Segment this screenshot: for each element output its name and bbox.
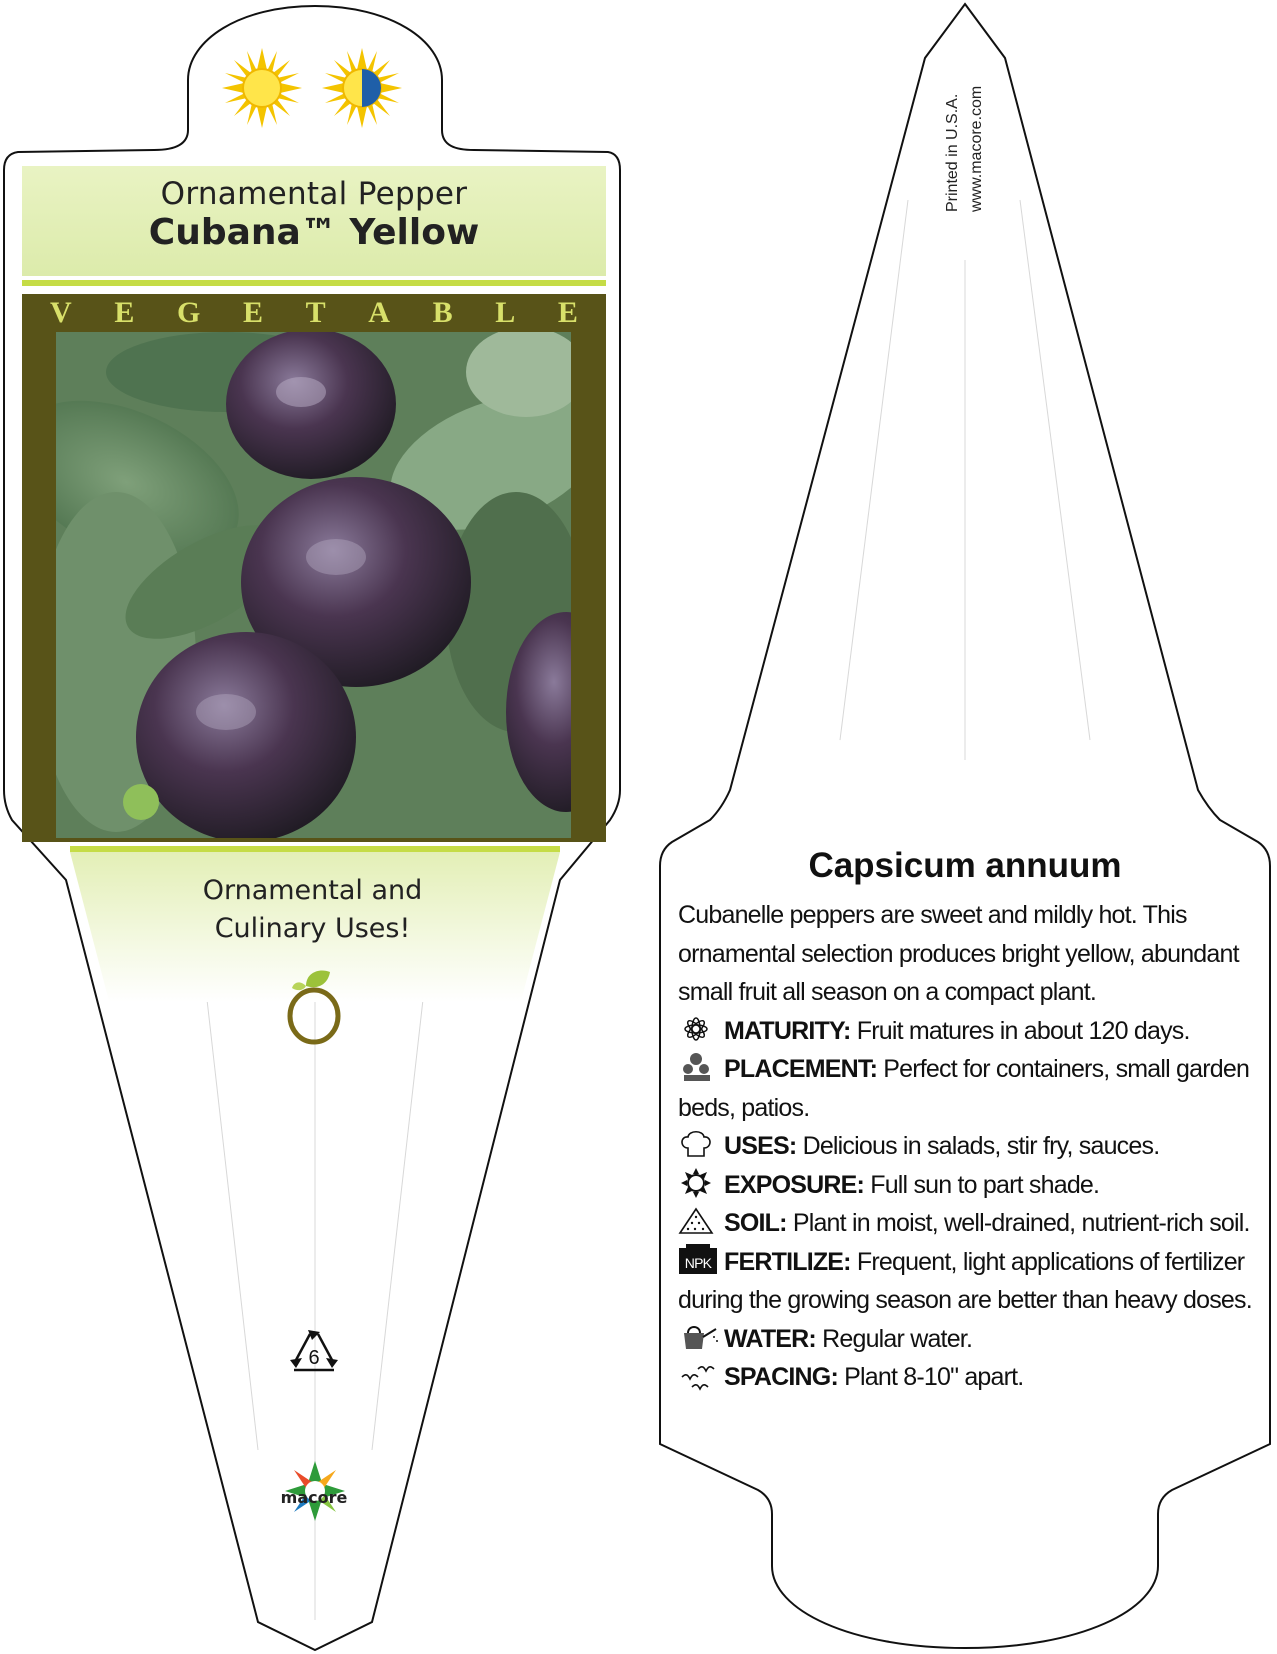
npk-icon (678, 1244, 720, 1276)
tagline (130, 872, 495, 948)
attribute-water (678, 1320, 1258, 1359)
pepper-photo (56, 332, 571, 838)
attribute-label: FERTILIZE: (724, 1247, 851, 1276)
category-label (22, 296, 606, 332)
tagline-line2: Culinary Uses! (214, 913, 411, 944)
category-letter: B (432, 296, 453, 329)
npk-text: NPK (684, 1254, 712, 1271)
watering-can-icon (678, 1321, 720, 1353)
seedlings-icon (678, 1359, 720, 1391)
variety-name: Cubana™ Yellow (148, 212, 480, 253)
attribute-text: Fruit matures in about 120 days. (856, 1016, 1190, 1045)
website (968, 85, 990, 372)
care-info (678, 896, 1258, 1397)
chef-hat-icon (678, 1128, 720, 1160)
attribute-text: Regular water. (822, 1324, 973, 1353)
full-sun-icon (222, 48, 302, 128)
attribute-label: EXPOSURE: (724, 1170, 865, 1199)
tagline-line1: Ornamental and (202, 875, 423, 906)
attribute-text: Full sun to part shade. (870, 1170, 1100, 1199)
category-letter: L (495, 296, 516, 329)
recycle-number: 6 (308, 1347, 320, 1369)
brand-name: macore (280, 1488, 348, 1507)
attribute-text: Plant in moist, well-drained, nutrient-rich soil. (792, 1209, 1250, 1237)
attribute-label: MATURITY: (724, 1016, 851, 1045)
category-letter: E (557, 296, 578, 329)
attribute-label: SOIL: (724, 1209, 787, 1237)
part-sun-icon (322, 48, 402, 128)
attribute-label: USES: (724, 1132, 797, 1160)
attribute-exposure (678, 1166, 1258, 1205)
attribute-maturity (678, 1012, 1258, 1051)
category-letter: V (50, 296, 72, 329)
printed-in (944, 93, 966, 372)
attribute-placement (678, 1050, 1258, 1127)
attribute-text: Plant 8-10" apart. (844, 1363, 1024, 1391)
plants-icon (678, 1051, 720, 1083)
printed-line2: www.macore.com (968, 85, 985, 212)
attribute-soil (678, 1204, 1258, 1243)
attribute-label: PLACEMENT: (724, 1055, 878, 1083)
category-letter: A (368, 296, 390, 329)
sun-icon (678, 1167, 720, 1199)
category-letter: T (305, 296, 326, 329)
attribute-uses (678, 1127, 1258, 1166)
attribute-label: SPACING: (724, 1363, 838, 1391)
category-letter: E (114, 296, 135, 329)
description: Cubanelle peppers are sweet and mildly hot. This ornamental selection produces bright yellow, abundant small fruit all season on a compact plant. (678, 901, 1239, 1006)
scientific-name: Capsicum annuum (808, 846, 1122, 885)
attribute-spacing (678, 1358, 1258, 1397)
category-letter: E (242, 296, 263, 329)
printed-line1: Printed in U.S.A. (944, 93, 961, 212)
seed-icon (286, 966, 344, 1046)
flower-icon (678, 1013, 720, 1045)
common-name: Ornamental Pepper (160, 176, 468, 212)
category-letter: G (176, 296, 201, 329)
attribute-text: Frequent, light applications of fertilizer during the growing season are better than heavy doses. (678, 1247, 1252, 1314)
band-rule-lower (70, 846, 560, 852)
band-rule (22, 280, 606, 286)
attribute-label: WATER: (724, 1324, 816, 1353)
attribute-text: Delicious in salads, stir fry, sauces. (802, 1132, 1160, 1160)
attribute-text: Perfect for containers, small garden beds, patios. (678, 1055, 1250, 1122)
soil-icon (678, 1205, 720, 1237)
attribute-fertilize (678, 1243, 1258, 1320)
